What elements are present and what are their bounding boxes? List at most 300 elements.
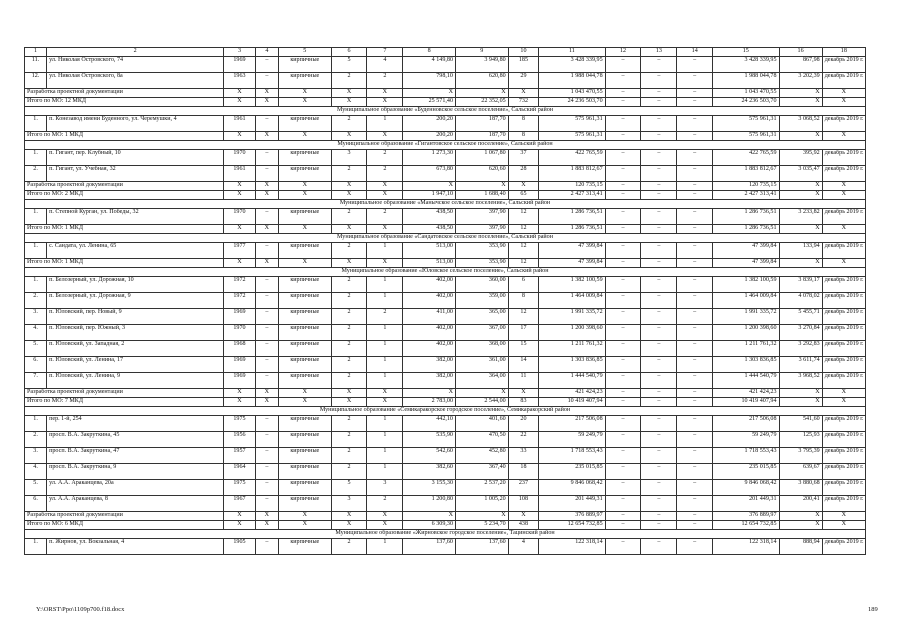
dash-cell: – — [255, 293, 278, 309]
wall-material: кирпичные — [278, 166, 331, 182]
year-built: X — [224, 389, 256, 398]
wall-material: кирпичные — [278, 325, 331, 341]
unit-cost: 5 455,71 — [779, 309, 822, 325]
building-row — [25, 209, 866, 225]
dash-cell: – — [641, 166, 677, 182]
residents: 8 — [508, 293, 539, 309]
wall-material: кирпичные — [278, 341, 331, 357]
dash-cell: – — [605, 132, 641, 141]
repair-cost: 1 444 540,79 — [539, 373, 605, 389]
entrances: 1 — [367, 432, 403, 448]
dash-cell: – — [605, 57, 641, 73]
dash-cell: – — [677, 448, 713, 464]
row-number: 1. — [25, 150, 47, 166]
total-area: 1 200,80 — [403, 496, 456, 512]
repair-cost: 1 211 761,32 — [539, 341, 605, 357]
floors: 2 — [331, 325, 367, 341]
dash-cell: – — [641, 480, 677, 496]
municipality-section-row — [25, 107, 866, 116]
total-cost: 24 236 503,70 — [713, 98, 779, 107]
address: ул. Николая Островского, 74 — [47, 57, 224, 73]
year-built: X — [224, 398, 256, 407]
municipality-section-row — [25, 141, 866, 150]
total-cost: 47 399,84 — [713, 243, 779, 259]
dash-cell: – — [677, 398, 713, 407]
dash-cell: – — [605, 416, 641, 432]
entrances: 1 — [367, 416, 403, 432]
floors: 2 — [331, 309, 367, 325]
municipality-title: Муниципальное образование «Семикаракорское городское поселение», Семикаракорский район — [25, 407, 866, 416]
total-area: 438,50 — [403, 209, 456, 225]
repair-cost: 10 419 407,94 — [539, 398, 605, 407]
column-number: 18 — [822, 48, 865, 57]
total-area: 402,00 — [403, 293, 456, 309]
living-area: 5 234,70 — [455, 521, 508, 530]
subtotal-row — [25, 191, 866, 200]
year-built: 1961 — [224, 116, 256, 132]
entrances: 4 — [367, 57, 403, 73]
municipality-title: Муниципальное образование «Сандатовское сельское поселение», Сальский район — [25, 234, 866, 243]
wall-material: кирпичные — [278, 73, 331, 89]
wall-material: X — [278, 398, 331, 407]
completion-date: X — [822, 521, 865, 530]
dash-cell: X — [255, 182, 278, 191]
residents: 22 — [508, 432, 539, 448]
subtotal-label: Итого по МО: 6 МКД — [25, 521, 224, 530]
column-number: 4 — [255, 48, 278, 57]
repair-cost: 122 318,14 — [539, 539, 605, 555]
entrances: 1 — [367, 277, 403, 293]
dash-cell: – — [255, 166, 278, 182]
total-area: 402,00 — [403, 325, 456, 341]
dash-cell: – — [255, 309, 278, 325]
row-number: 11. — [25, 57, 47, 73]
residents: 83 — [508, 398, 539, 407]
total-cost: 59 249,79 — [713, 432, 779, 448]
repair-cost: 376 889,97 — [539, 512, 605, 521]
wall-material: кирпичные — [278, 277, 331, 293]
subtotal-label: Итого по МО: 1 МКД — [25, 259, 224, 268]
residents: X — [508, 389, 539, 398]
dash-cell: – — [677, 373, 713, 389]
total-area: 382,00 — [403, 373, 456, 389]
unit-cost: X — [779, 191, 822, 200]
unit-cost: 639,67 — [779, 464, 822, 480]
living-area: 360,00 — [455, 277, 508, 293]
row-number: 1. — [25, 243, 47, 259]
floors: 2 — [331, 416, 367, 432]
unit-cost: X — [779, 182, 822, 191]
building-row — [25, 309, 866, 325]
living-area: 187,70 — [455, 116, 508, 132]
building-row — [25, 480, 866, 496]
repair-cost: 47 399,84 — [539, 259, 605, 268]
living-area: 2 544,00 — [455, 398, 508, 407]
wall-material: X — [278, 389, 331, 398]
total-cost: 47 399,84 — [713, 259, 779, 268]
address: пер. 1-й, 254 — [47, 416, 224, 432]
floors: 2 — [331, 341, 367, 357]
repair-cost: 575 961,31 — [539, 132, 605, 141]
dash-cell: – — [255, 357, 278, 373]
total-area: X — [403, 89, 456, 98]
residents: 4 — [508, 539, 539, 555]
dash-cell: – — [641, 512, 677, 521]
completion-date: декабрь 2019 г. — [822, 150, 865, 166]
building-row — [25, 166, 866, 182]
floors: X — [331, 398, 367, 407]
total-area: 1 273,30 — [403, 150, 456, 166]
dash-cell: – — [605, 432, 641, 448]
year-built: X — [224, 225, 256, 234]
entrances: X — [367, 398, 403, 407]
dash-cell: – — [605, 259, 641, 268]
floors: 5 — [331, 480, 367, 496]
dash-cell: – — [641, 293, 677, 309]
wall-material: кирпичные — [278, 464, 331, 480]
dash-cell: – — [641, 225, 677, 234]
floors: 2 — [331, 464, 367, 480]
total-cost: 12 654 732,85 — [713, 521, 779, 530]
row-number: 3. — [25, 448, 47, 464]
total-area: 442,10 — [403, 416, 456, 432]
dash-cell: – — [641, 277, 677, 293]
dash-cell: – — [677, 293, 713, 309]
page-number: 189 — [868, 606, 878, 613]
floors: X — [331, 182, 367, 191]
total-area: 200,20 — [403, 116, 456, 132]
year-built: 1977 — [224, 243, 256, 259]
dash-cell: – — [255, 73, 278, 89]
total-cost: 1 718 553,43 — [713, 448, 779, 464]
total-cost: 421 424,23 — [713, 389, 779, 398]
total-area: 3 155,30 — [403, 480, 456, 496]
wall-material: X — [278, 191, 331, 200]
address: ул. А.А. Араканцева, 20а — [47, 480, 224, 496]
subtotal-label: Итого по МО: 2 МКД — [25, 191, 224, 200]
wall-material: X — [278, 89, 331, 98]
completion-date: X — [822, 89, 865, 98]
floors: 3 — [331, 150, 367, 166]
total-area: 382,00 — [403, 357, 456, 373]
total-area: 535,90 — [403, 432, 456, 448]
building-row — [25, 341, 866, 357]
column-number: 15 — [713, 48, 779, 57]
dash-cell: – — [605, 98, 641, 107]
dash-cell: – — [605, 209, 641, 225]
dash-cell: – — [605, 325, 641, 341]
entrances: 1 — [367, 116, 403, 132]
repair-cost: 9 846 068,42 — [539, 480, 605, 496]
dash-cell: – — [641, 432, 677, 448]
dash-cell: – — [255, 277, 278, 293]
entrances: 1 — [367, 539, 403, 555]
address: ул. Николая Островского, 8а — [47, 73, 224, 89]
living-area: 353,90 — [455, 243, 508, 259]
floors: X — [331, 225, 367, 234]
living-area: 368,00 — [455, 341, 508, 357]
dash-cell: – — [605, 277, 641, 293]
entrances: 1 — [367, 357, 403, 373]
living-area: 2 537,20 — [455, 480, 508, 496]
dash-cell: X — [255, 521, 278, 530]
dash-cell: – — [677, 225, 713, 234]
completion-date: декабрь 2019 г. — [822, 341, 865, 357]
address: п. Гигант, пер. Клубный, 10 — [47, 150, 224, 166]
subtotal-label: Разработка проектной документации — [25, 89, 224, 98]
living-area: X — [455, 389, 508, 398]
wall-material: X — [278, 512, 331, 521]
entrances: X — [367, 182, 403, 191]
dash-cell: – — [641, 259, 677, 268]
year-built: 1968 — [224, 341, 256, 357]
floors: 3 — [331, 496, 367, 512]
dash-cell: – — [641, 521, 677, 530]
living-area: 620,60 — [455, 166, 508, 182]
completion-date: декабрь 2019 г. — [822, 496, 865, 512]
total-area: 4 149,80 — [403, 57, 456, 73]
dash-cell: – — [255, 448, 278, 464]
subtotal-label: Итого по МО: 1 МКД — [25, 132, 224, 141]
row-number: 2. — [25, 293, 47, 309]
building-row — [25, 57, 866, 73]
floors: 2 — [331, 116, 367, 132]
dash-cell: – — [255, 464, 278, 480]
building-row — [25, 293, 866, 309]
repair-cost: 422 765,59 — [539, 150, 605, 166]
address: просп. В.А. Закруткина, 45 — [47, 432, 224, 448]
address: п. Белозерный, ул. Дорожная, 9 — [47, 293, 224, 309]
repair-cost: 1 883 812,67 — [539, 166, 605, 182]
dash-cell: – — [255, 480, 278, 496]
residents: 15 — [508, 341, 539, 357]
floors: X — [331, 98, 367, 107]
living-area: 22 352,05 — [455, 98, 508, 107]
municipality-section-row — [25, 530, 866, 539]
column-number: 13 — [641, 48, 677, 57]
dash-cell: – — [255, 539, 278, 555]
year-built: X — [224, 191, 256, 200]
dash-cell: – — [605, 448, 641, 464]
wall-material: кирпичные — [278, 116, 331, 132]
total-cost: 1 382 100,59 — [713, 277, 779, 293]
living-area: 620,80 — [455, 73, 508, 89]
column-number: 14 — [677, 48, 713, 57]
entrances: X — [367, 225, 403, 234]
dash-cell: – — [641, 341, 677, 357]
dash-cell: – — [641, 57, 677, 73]
building-row — [25, 496, 866, 512]
entrances: 2 — [367, 150, 403, 166]
row-number: 2. — [25, 166, 47, 182]
unit-cost: 3 035,47 — [779, 166, 822, 182]
dash-cell: – — [605, 464, 641, 480]
dash-cell: – — [677, 57, 713, 73]
completion-date: X — [822, 98, 865, 107]
floors: 2 — [331, 373, 367, 389]
unit-cost: X — [779, 398, 822, 407]
residents: 8 — [508, 132, 539, 141]
total-area: 6 309,30 — [403, 521, 456, 530]
dash-cell: – — [605, 73, 641, 89]
year-built: 1967 — [224, 496, 256, 512]
completion-date: декабрь 2019 г. — [822, 309, 865, 325]
dash-cell: – — [677, 309, 713, 325]
residents: 37 — [508, 150, 539, 166]
repair-cost: 59 249,79 — [539, 432, 605, 448]
living-area: 353,90 — [455, 259, 508, 268]
year-built: 1961 — [224, 166, 256, 182]
row-number: 1. — [25, 116, 47, 132]
total-cost: 9 846 068,42 — [713, 480, 779, 496]
municipality-section-row — [25, 234, 866, 243]
register-table — [24, 47, 866, 555]
entrances: X — [367, 89, 403, 98]
unit-cost: 3 839,17 — [779, 277, 822, 293]
total-area: 513,00 — [403, 243, 456, 259]
dash-cell: – — [677, 521, 713, 530]
year-built: X — [224, 98, 256, 107]
wall-material: кирпичные — [278, 373, 331, 389]
total-area: X — [403, 512, 456, 521]
column-number-row — [25, 48, 866, 57]
subtotal-row — [25, 259, 866, 268]
column-number: 5 — [278, 48, 331, 57]
completion-date: декабрь 2019 г. — [822, 539, 865, 555]
completion-date: декабрь 2019 г. — [822, 464, 865, 480]
completion-date: декабрь 2019 г. — [822, 432, 865, 448]
row-number: 1. — [25, 539, 47, 555]
total-cost: 1 211 761,32 — [713, 341, 779, 357]
row-number: 2. — [25, 432, 47, 448]
total-area: X — [403, 182, 456, 191]
dash-cell: – — [605, 166, 641, 182]
total-cost: 1 464 009,84 — [713, 293, 779, 309]
residents: 29 — [508, 73, 539, 89]
subtotal-label: Итого по МО: 12 МКД — [25, 98, 224, 107]
residents: 12 — [508, 309, 539, 325]
total-cost: 10 419 407,94 — [713, 398, 779, 407]
residents: 108 — [508, 496, 539, 512]
dash-cell: – — [677, 116, 713, 132]
address: п. Юловский, ул. Ленина, 17 — [47, 357, 224, 373]
dash-cell: – — [255, 416, 278, 432]
address: просп. В.А. Закруткина, 9 — [47, 464, 224, 480]
unit-cost: X — [779, 132, 822, 141]
unit-cost: 888,94 — [779, 539, 822, 555]
row-number: 1. — [25, 209, 47, 225]
dash-cell: – — [677, 480, 713, 496]
wall-material: X — [278, 259, 331, 268]
floors: 2 — [331, 539, 367, 555]
total-area: 382,60 — [403, 464, 456, 480]
dash-cell: – — [255, 325, 278, 341]
living-area: 397,90 — [455, 209, 508, 225]
unit-cost: X — [779, 521, 822, 530]
dash-cell: – — [605, 309, 641, 325]
unit-cost: X — [779, 512, 822, 521]
wall-material: кирпичные — [278, 209, 331, 225]
building-row — [25, 357, 866, 373]
dash-cell: X — [255, 389, 278, 398]
total-cost: 1 991 335,72 — [713, 309, 779, 325]
residents: 28 — [508, 166, 539, 182]
dash-cell: – — [605, 116, 641, 132]
entrances: X — [367, 132, 403, 141]
dash-cell: – — [605, 480, 641, 496]
unit-cost: 3 068,52 — [779, 116, 822, 132]
repair-cost: 217 506,08 — [539, 416, 605, 432]
entrances: 1 — [367, 243, 403, 259]
repair-cost: 1 988 044,78 — [539, 73, 605, 89]
address: п. Белозерный, ул. Дорожная, 10 — [47, 277, 224, 293]
residents: X — [508, 89, 539, 98]
year-built: 1963 — [224, 73, 256, 89]
dash-cell: X — [255, 512, 278, 521]
entrances: 2 — [367, 496, 403, 512]
residents: X — [508, 182, 539, 191]
building-row — [25, 150, 866, 166]
row-number: 5. — [25, 480, 47, 496]
municipality-section-row — [25, 407, 866, 416]
year-built: 1969 — [224, 309, 256, 325]
subtotal-label: Разработка проектной документации — [25, 512, 224, 521]
year-built: 1964 — [224, 464, 256, 480]
floors: X — [331, 132, 367, 141]
unit-cost: X — [779, 389, 822, 398]
unit-cost: 133,94 — [779, 243, 822, 259]
repair-cost: 201 449,31 — [539, 496, 605, 512]
document-file-path: Y:\ORST\Ppo\1109p700.f18.docx — [36, 606, 125, 613]
living-area: 365,00 — [455, 309, 508, 325]
completion-date: X — [822, 259, 865, 268]
year-built: 1969 — [224, 373, 256, 389]
dash-cell: – — [677, 166, 713, 182]
unit-cost: 125,93 — [779, 432, 822, 448]
total-area: 25 571,40 — [403, 98, 456, 107]
dash-cell: – — [255, 341, 278, 357]
dash-cell: – — [605, 150, 641, 166]
unit-cost: 395,92 — [779, 150, 822, 166]
dash-cell: – — [641, 325, 677, 341]
dash-cell: X — [255, 89, 278, 98]
building-row — [25, 73, 866, 89]
entrances: 1 — [367, 325, 403, 341]
completion-date: X — [822, 132, 865, 141]
column-number: 9 — [455, 48, 508, 57]
dash-cell: – — [641, 309, 677, 325]
municipality-section-row — [25, 268, 866, 277]
repair-cost: 235 015,85 — [539, 464, 605, 480]
dash-cell: – — [677, 150, 713, 166]
address: п. Юловский, ул. Западная, 2 — [47, 341, 224, 357]
dash-cell: – — [641, 132, 677, 141]
year-built: 1970 — [224, 150, 256, 166]
unit-cost: 3 880,68 — [779, 480, 822, 496]
dash-cell: – — [605, 512, 641, 521]
floors: X — [331, 512, 367, 521]
completion-date: декабрь 2019 г. — [822, 243, 865, 259]
total-cost: 1 883 812,67 — [713, 166, 779, 182]
entrances: 2 — [367, 209, 403, 225]
year-built: 1969 — [224, 357, 256, 373]
dash-cell: X — [255, 191, 278, 200]
wall-material: X — [278, 225, 331, 234]
year-built: X — [224, 521, 256, 530]
total-area: 137,60 — [403, 539, 456, 555]
completion-date: X — [822, 225, 865, 234]
wall-material: кирпичные — [278, 432, 331, 448]
